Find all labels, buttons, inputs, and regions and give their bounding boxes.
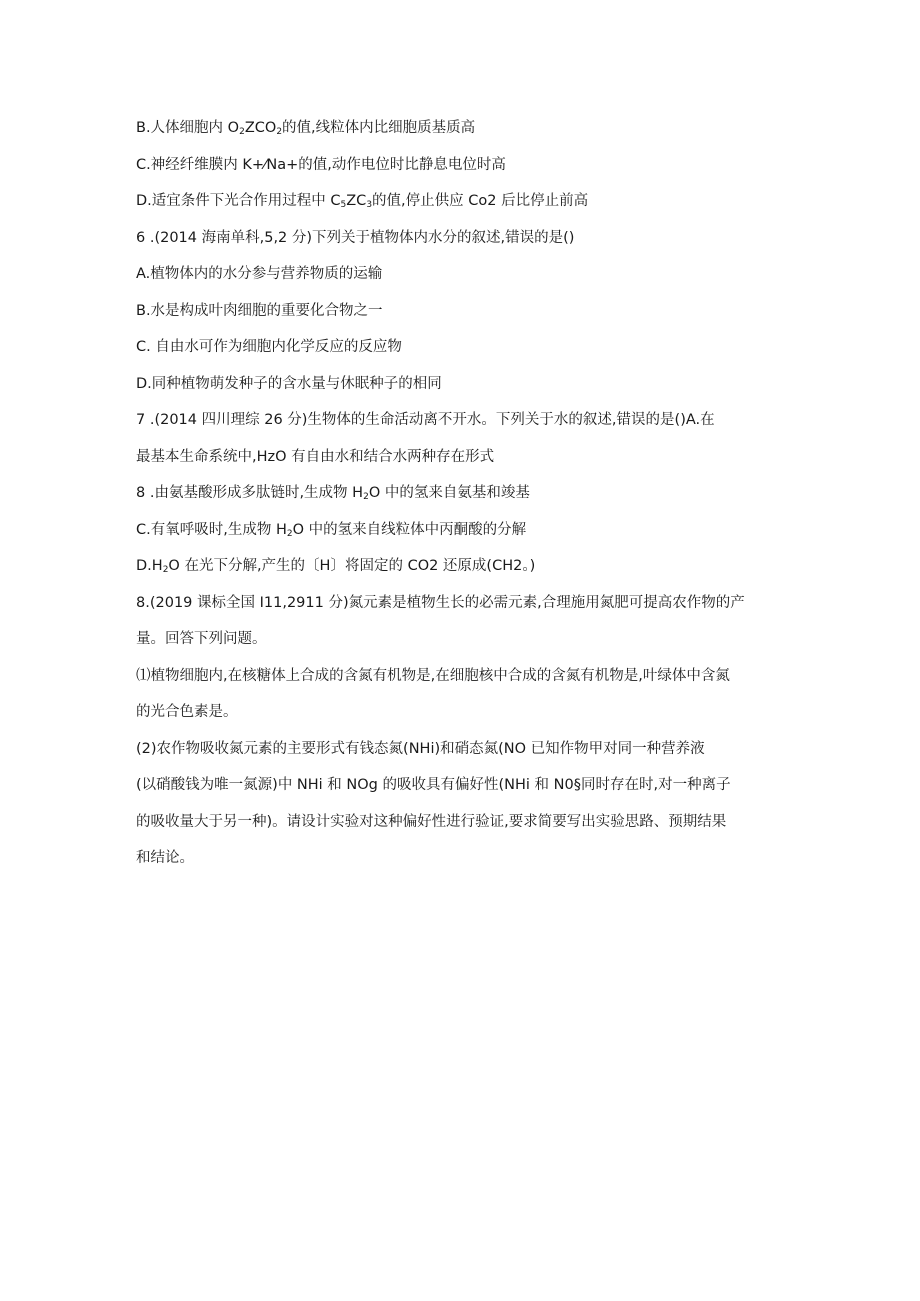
text-segment: 7 .(2014 四川理综 26 分)生物体的生命活动离不开水。下列关于水的叙述,错误的是()A.在 <box>136 412 715 428</box>
text-line-q8-2-cont3 <box>136 840 786 877</box>
text-line-q6-c <box>136 329 786 366</box>
text-segment: B.人体细胞内 O <box>136 120 240 136</box>
text-line-q7-cont <box>136 439 786 476</box>
subscript: 2 <box>363 492 369 502</box>
text-line-opt-c-1 <box>136 147 786 184</box>
text-line-opt-b-1 <box>136 110 786 147</box>
text-line-q8-2 <box>136 731 786 768</box>
subscript: 2 <box>276 127 283 137</box>
text-segment: ⑴植物细胞内,在核糖体上合成的含氮有机物是,在细胞核中合成的含氮有机物是,叶绿体中含氮 <box>136 667 730 684</box>
text-line-q7-d <box>136 548 786 585</box>
text-line-opt-d-1 <box>136 183 786 220</box>
text-segment: D.同种植物萌发种子的含水量与休眠种子的相同 <box>136 375 442 392</box>
text-segment: ZC <box>346 193 367 209</box>
subscript: 2 <box>239 127 245 137</box>
text-segment: D.适宜条件下光合作用过程中 C <box>136 193 341 209</box>
text-line-q8-2-cont1 <box>136 767 786 804</box>
text-segment: O 中的氢来自线粒体中丙酮酸的分解 <box>292 521 527 538</box>
text-segment: 的吸收量大于另一种)。请设计实验对这种偏好性进行验证,要求简要写出实验思路、预期结果 <box>136 813 727 830</box>
text-segment: 量。回答下列问题。 <box>136 631 267 647</box>
text-line-q8-cont <box>136 621 786 658</box>
text-segment: C.神经纤维膜内 K+⁄Na+的值,动作电位时比静息电位时高 <box>136 156 506 173</box>
text-segment: 的光合色素是。 <box>136 704 238 720</box>
document-body <box>136 110 786 877</box>
text-segment: 的值,线粒体内比细胞质基质高 <box>282 120 476 136</box>
text-line-q7-c <box>136 512 786 549</box>
subscript: 2 <box>286 528 293 539</box>
text-segment: O 在光下分解,产生的〔H〕将固定的 CO2 还原成(CH2。) <box>168 558 536 574</box>
text-segment: B.水是构成叶肉细胞的重要化合物之一 <box>136 302 383 319</box>
text-segment: 和结论。 <box>136 850 194 866</box>
text-line-q6-d <box>136 366 786 403</box>
text-segment: (2)农作物吸收氮元素的主要形式有钱态氮(NHi)和硝态氮(NO 已知作物甲对同一种营养液 <box>136 740 705 757</box>
text-line-q8-2-cont2 <box>136 804 786 841</box>
subscript: 5 <box>340 200 347 210</box>
text-line-q6-a <box>136 256 786 293</box>
text-line-q6 <box>136 220 786 257</box>
text-segment: A.植物体内的水分参与营养物质的运输 <box>136 266 383 282</box>
text-segment: (以硝酸钱为唯一氮源)中 NHi 和 NOg 的吸收具有偏好性(NHi 和 N0§同时存在时,对一种离子 <box>136 777 731 793</box>
text-segment: 8 .由氨基酸形成多肽链时,生成物 H <box>136 485 364 501</box>
text-line-q8-1-cont <box>136 694 786 731</box>
text-segment: O 中的氢来自氨基和竣基 <box>368 485 530 501</box>
text-line-q6-b <box>136 293 786 330</box>
subscript: 2 <box>162 565 169 575</box>
text-segment: 6 .(2014 海南单科,5,2 分)下列关于植物体内水分的叙述,错误的是() <box>136 229 575 246</box>
text-segment: D.H <box>136 558 163 574</box>
text-line-q8 <box>136 585 786 622</box>
subscript: 3 <box>366 200 373 210</box>
text-segment: C. 自由水可作为细胞内化学反应的反应物 <box>136 339 402 355</box>
text-segment: ZCO <box>244 120 277 136</box>
text-segment: 的值,停止供应 Co2 后比停止前高 <box>372 193 589 209</box>
text-line-q7-8 <box>136 475 786 512</box>
text-segment: 最基本生命系统中,HzO 有自由水和结合水两种存在形式 <box>136 448 495 465</box>
text-segment: C.有氧呼吸时,生成物 H <box>136 521 287 538</box>
text-line-q7 <box>136 402 786 439</box>
text-line-q8-1 <box>136 658 786 695</box>
text-segment: 8.(2019 课标全国 I11,2911 分)氮元素是植物生长的必需元素,合理施用氮肥可提高农作物的产 <box>136 594 745 611</box>
